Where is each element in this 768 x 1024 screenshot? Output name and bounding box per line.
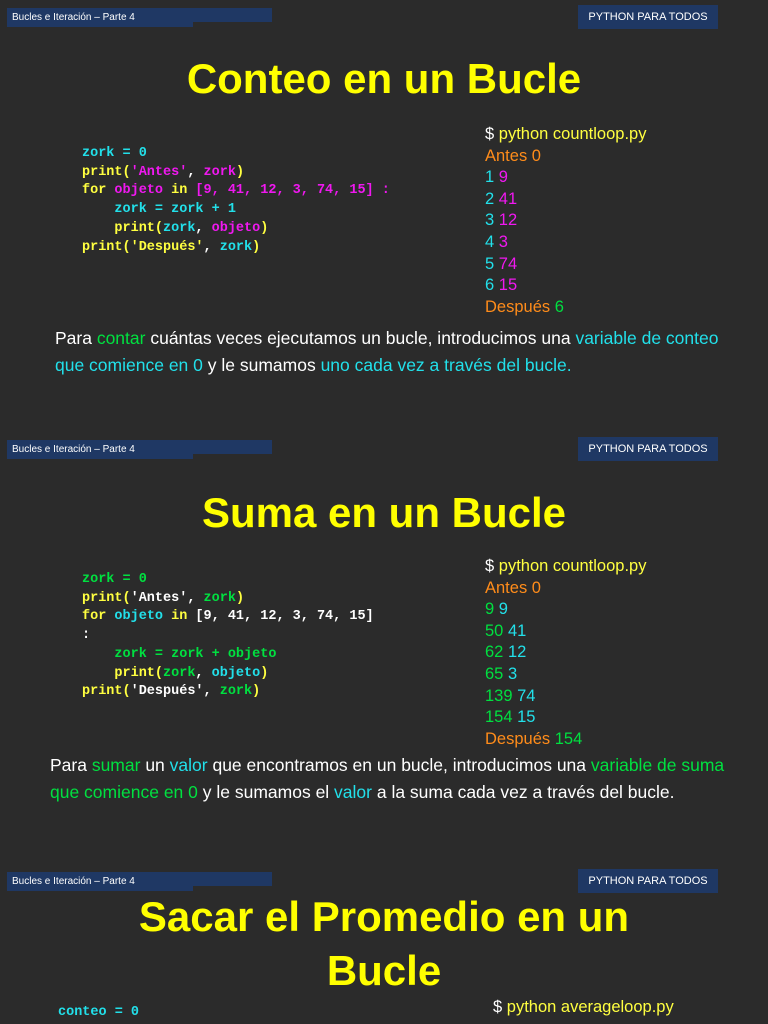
code-line: for objeto in [9, 41, 12, 3, 74, 15] : — [82, 183, 390, 199]
code-line: print('Después', zork) — [82, 684, 261, 700]
output-command: $ python countloop.py — [485, 125, 647, 143]
header-left-label: Bucles e Iteración – Parte 4 — [7, 8, 193, 27]
slide-title: Suma en un Bucle — [201, 489, 567, 536]
code-line: zork = zork + objeto — [114, 646, 277, 662]
code-line: zork = 0 — [82, 572, 147, 587]
output-row: 65 3 — [485, 664, 518, 683]
code-line: zork = 0 — [82, 146, 147, 161]
output-row: 154 15 — [485, 708, 536, 727]
code-block — [82, 571, 374, 702]
code-line: print(zork, objeto) — [114, 220, 269, 236]
slide-description: Para sumar un valor que encontramos en un bucle, introducimos una variable de suma que comience en 0 y le sumamos el valor a la suma cada vez a través del bucle. — [50, 755, 725, 802]
header-right-label: PYTHON PARA TODOS — [578, 5, 718, 29]
code-line: print('Después', zork) — [82, 239, 261, 255]
program-output — [493, 997, 674, 1019]
output-row: 4 3 — [485, 232, 508, 251]
output-row: 2 41 — [485, 189, 518, 208]
output-row: 50 41 — [485, 621, 527, 640]
header-right-label: PYTHON PARA TODOS — [578, 869, 718, 893]
output-row: 3 12 — [485, 211, 518, 230]
output-before: Antes 0 — [485, 578, 541, 597]
program-output — [485, 124, 646, 318]
code-line: print(zork, objeto) — [114, 665, 269, 681]
output-command: $ python countloop.py — [485, 557, 647, 575]
output-row: 9 9 — [485, 600, 508, 619]
output-row: 139 74 — [485, 686, 536, 705]
output-command-text: python averageloop.py — [506, 998, 674, 1016]
header-left-bar-extension — [193, 440, 272, 454]
slide-suma — [0, 432, 768, 864]
slide-title: Conteo en un Bucle — [186, 55, 582, 102]
slide-promedio — [0, 864, 768, 1024]
output-command-text: python countloop.py — [498, 557, 647, 575]
output-row: 5 74 — [485, 254, 518, 273]
slide-description: Para contar cuántas veces ejecutamos un bucle, introducimos una variable de conteo que comience en 0 y le sumamos uno cada vez a través del bucle. — [55, 328, 719, 375]
output-after: Después 6 — [485, 297, 564, 316]
header-left-label: Bucles e Iteración – Parte 4 — [7, 872, 193, 891]
code-block — [58, 1004, 139, 1023]
header-right-label: PYTHON PARA TODOS — [578, 437, 718, 461]
output-before: Antes 0 — [485, 146, 541, 165]
output-command-text: python countloop.py — [498, 125, 647, 143]
output-after: Después 154 — [485, 729, 583, 748]
code-line: conteo = 0 — [58, 1005, 140, 1020]
output-command: $ python averageloop.py — [493, 998, 674, 1016]
code-line: for objeto in [9, 41, 12, 3, 74, 15] — [82, 609, 374, 625]
header-left-bar-extension — [193, 8, 272, 22]
program-output — [485, 556, 646, 750]
output-row: 62 12 — [485, 643, 527, 662]
code-line: : — [82, 628, 91, 644]
output-row: 1 9 — [485, 168, 508, 187]
code-block — [82, 145, 390, 257]
slide-title: Sacar el Promedio en un Bucle — [138, 893, 630, 994]
code-line: print('Antes', zork) — [82, 590, 245, 606]
slide-conteo — [0, 0, 768, 432]
output-row: 6 15 — [485, 276, 518, 295]
code-line: zork = zork + 1 — [114, 202, 236, 218]
header-left-label: Bucles e Iteración – Parte 4 — [7, 440, 193, 459]
header-left-bar-extension — [193, 872, 272, 886]
code-line: print('Antes', zork) — [82, 164, 245, 180]
